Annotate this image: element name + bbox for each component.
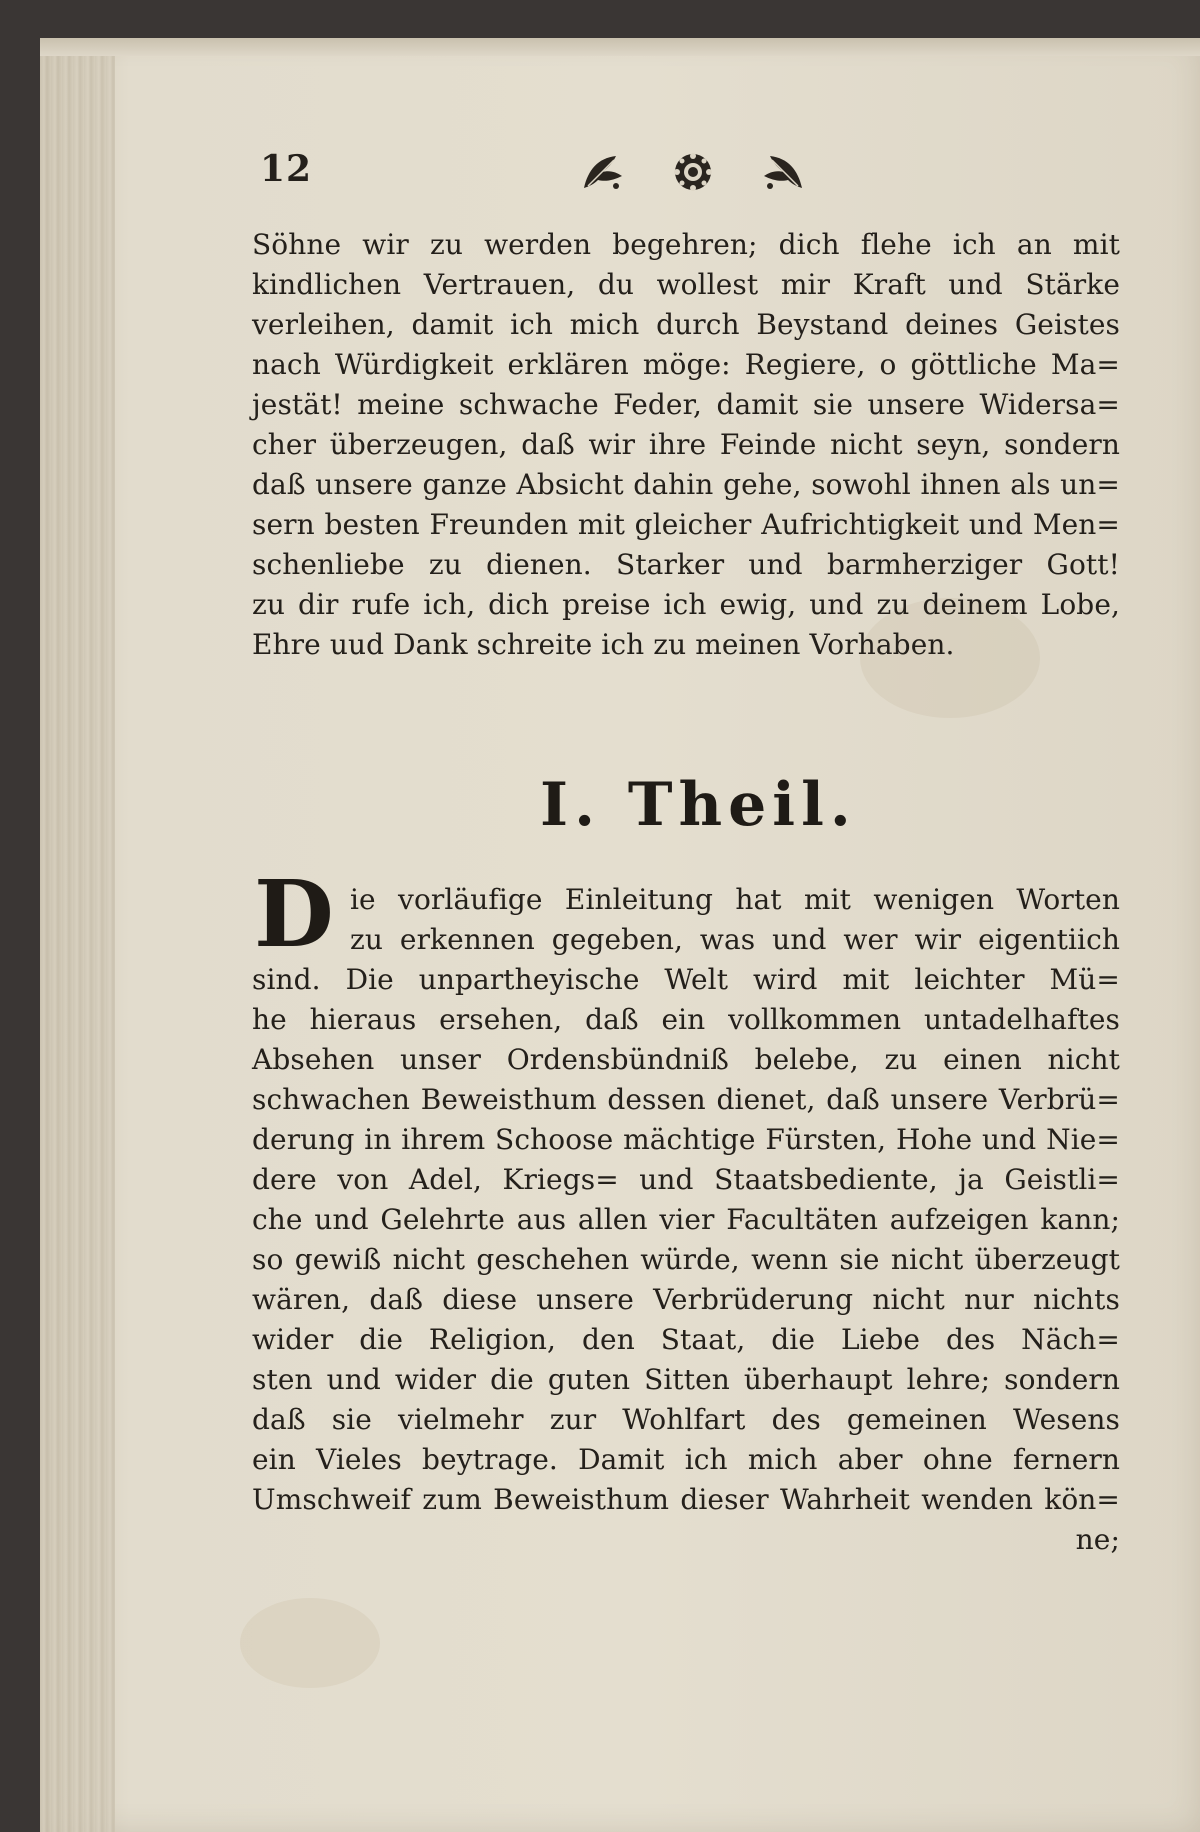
text-line: wären, daß diese unsere Verbrüderung nicht nur nichts (252, 1283, 1120, 1316)
paper-stain (240, 1598, 380, 1688)
text-line: sern besten Freunden mit gleicher Aufrichtigkeit und Men= (252, 508, 1120, 541)
text-line: Absehen unser Ordensbündniß belebe, zu einen nicht (252, 1043, 1120, 1076)
section-heading: I. Theil. (540, 770, 857, 840)
page-edge-top (40, 38, 1200, 56)
text-line: schwachen Beweisthum dessen dienet, daß unsere Verbrü= (252, 1083, 1120, 1116)
text-line: verleihen, damit ich mich durch Beystand deines Geistes (252, 308, 1120, 341)
catchword: ne; (1075, 1523, 1120, 1556)
text-line: derung in ihrem Schoose mächtige Fürsten, Hohe und Nie= (252, 1123, 1120, 1156)
text-line: zu dir rufe ich, dich preise ich ewig, und zu deinem Lobe, (252, 588, 1120, 621)
text-line: ein Vieles beytrage. Damit ich mich aber ohne fernern (252, 1443, 1120, 1476)
text-line: Umschweif zum Beweisthum dieser Wahrheit wenden kön= (252, 1483, 1120, 1516)
text-line: nach Würdigkeit erklären möge: Regiere, o göttliche Ma= (252, 348, 1120, 381)
text-line: wider die Religion, den Staat, die Liebe des Näch= (252, 1323, 1120, 1356)
text-line: jestät! meine schwache Feder, damit sie unsere Widersa= (252, 388, 1120, 421)
header-ornaments (578, 150, 808, 194)
page-header (248, 148, 1128, 198)
leaf-ornament-icon (578, 150, 628, 194)
text-line: so gewiß nicht geschehen würde, wenn sie nicht überzeugt (252, 1243, 1120, 1276)
text-line: daß sie vielmehr zur Wohlfart des gemeinen Wesens (252, 1403, 1120, 1436)
text-line: Ehre uud Dank schreite ich zu meinen Vorhaben. (252, 628, 955, 661)
text-line: Söhne wir zu werden begehren; dich flehe ich an mit (252, 228, 1120, 261)
text-line: cher überzeugen, daß wir ihre Feinde nicht seyn, sondern (252, 428, 1120, 461)
flower-ornament-icon (668, 150, 718, 194)
text-line: he hieraus ersehen, daß ein vollkommen untadelhaftes (252, 1003, 1120, 1036)
text-line: ie vorläufige Einleitung hat mit wenigen Worten (350, 883, 1120, 916)
text-line: dere von Adel, Kriegs= und Staatsbediente, ja Geistli= (252, 1163, 1120, 1196)
text-line: sten und wider die guten Sitten überhaupt lehre; sondern (252, 1363, 1120, 1396)
drop-cap: D (254, 860, 334, 968)
text-line: che und Gelehrte aus allen vier Facultäten aufzeigen kann; (252, 1203, 1120, 1236)
text-line: daß unsere ganze Absicht dahin gehe, sowohl ihnen als un= (252, 468, 1120, 501)
text-line: zu erkennen gegeben, was und wer wir eigentiich (350, 923, 1120, 956)
leaf-ornament-icon (758, 150, 808, 194)
text-line: schenliebe zu dienen. Starker und barmherziger Gott! (252, 548, 1120, 581)
page-edges (40, 38, 115, 1832)
page-number: 12 (260, 148, 313, 190)
text-line: kindlichen Vertrauen, du wollest mir Kraft und Stärke (252, 268, 1120, 301)
text-line: sind. Die unpartheyische Welt wird mit leichter Mü= (252, 963, 1120, 996)
